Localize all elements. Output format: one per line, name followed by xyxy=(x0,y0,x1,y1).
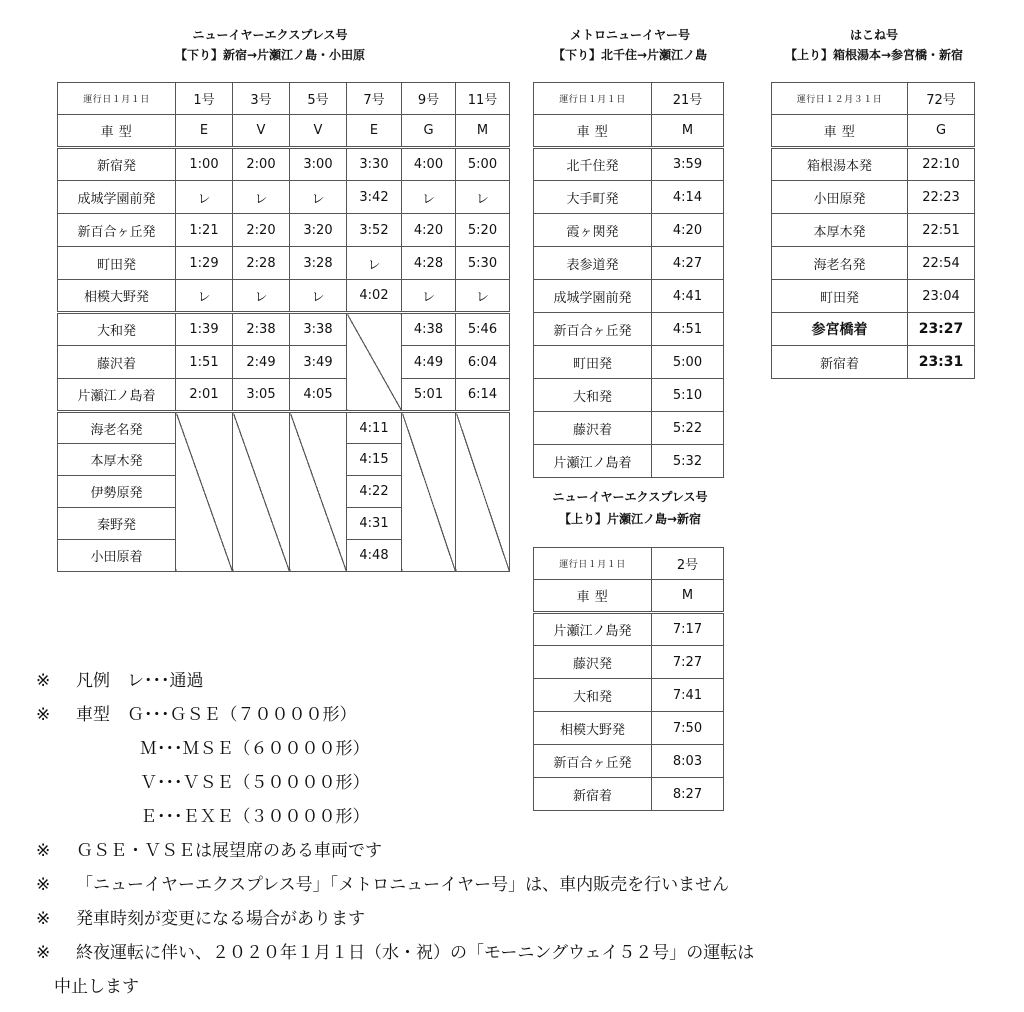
table-row xyxy=(772,280,975,313)
t1-train-number: 1号 xyxy=(176,83,233,115)
t4-timetable xyxy=(771,82,975,379)
time-cell: レ xyxy=(233,181,290,214)
time-cell: 4:22 xyxy=(347,476,402,508)
table-row xyxy=(534,247,724,280)
table-row xyxy=(534,613,724,646)
note-text: 中止します xyxy=(54,977,139,997)
station-name: 大和発 xyxy=(534,379,652,412)
time-cell: 2:20 xyxy=(233,214,290,247)
table-row xyxy=(58,379,510,412)
time-cell: 1:21 xyxy=(176,214,233,247)
note-text: 「ニューイヤーエクスプレス号」「メトロニューイヤー号」は、車内販売を行いません xyxy=(76,875,730,895)
station-name: 大手町発 xyxy=(534,181,652,214)
station-name: 町田発 xyxy=(534,346,652,379)
t1-train-number: 3号 xyxy=(233,83,290,115)
note-text: 発車時刻が変更になる場合があります xyxy=(76,909,365,929)
station-name: 藤沢発 xyxy=(534,646,652,679)
station-name: 新百合ヶ丘発 xyxy=(58,214,176,247)
table-row xyxy=(58,313,510,346)
time-cell: 5:20 xyxy=(456,214,510,247)
station-name: 海老名発 xyxy=(772,247,908,280)
time-cell: 4:20 xyxy=(402,214,456,247)
station-name: 海老名発 xyxy=(58,412,176,444)
time-cell: 5:00 xyxy=(456,148,510,181)
time-cell: 3:20 xyxy=(290,214,347,247)
note-text: Ｅ･･･ＥＸＥ（３００００形） xyxy=(140,807,370,827)
no-service-cell xyxy=(347,313,402,412)
t3-type-row xyxy=(534,580,724,613)
time-cell: 1:39 xyxy=(176,313,233,346)
time-cell: 4:41 xyxy=(652,280,724,313)
time-cell: レ xyxy=(456,181,510,214)
time-cell: 6:14 xyxy=(456,379,510,412)
time-cell: 5:32 xyxy=(652,445,724,478)
table-row xyxy=(534,379,724,412)
time-cell: 4:31 xyxy=(347,508,402,540)
note-text: Ｍ･･･ＭＳＥ（６００００形） xyxy=(140,739,370,759)
time-cell: 6:04 xyxy=(456,346,510,379)
table-row xyxy=(58,247,510,280)
table-row xyxy=(772,313,975,346)
time-cell: レ xyxy=(456,280,510,313)
note-types xyxy=(36,698,754,732)
station-name: 藤沢着 xyxy=(58,346,176,379)
time-cell: レ xyxy=(176,181,233,214)
t4-type: G xyxy=(908,115,975,148)
time-cell: 3:49 xyxy=(290,346,347,379)
time-cell: 23:04 xyxy=(908,280,975,313)
station-name: 小田原発 xyxy=(772,181,908,214)
t1-type: V xyxy=(233,115,290,148)
time-cell: 7:27 xyxy=(652,646,724,679)
t1-train-number: 11号 xyxy=(456,83,510,115)
time-cell: 5:30 xyxy=(456,247,510,280)
station-name: 小田原着 xyxy=(58,540,176,572)
time-cell: 4:11 xyxy=(347,412,402,444)
time-cell: 4:02 xyxy=(347,280,402,313)
t2-type: M xyxy=(652,115,724,148)
t2-type-row xyxy=(534,115,724,148)
time-cell: 4:05 xyxy=(290,379,347,412)
time-cell: 4:27 xyxy=(652,247,724,280)
table-row xyxy=(534,148,724,181)
note-cancellation xyxy=(36,936,754,970)
no-service-cell xyxy=(233,412,290,572)
station-name: 箱根湯本発 xyxy=(772,148,908,181)
t1-type-row xyxy=(58,115,510,148)
time-cell: 4:28 xyxy=(402,247,456,280)
station-name: 新百合ヶ丘発 xyxy=(534,745,652,778)
station-name: 伊勢原発 xyxy=(58,476,176,508)
station-name: 町田発 xyxy=(772,280,908,313)
station-name: 北千住発 xyxy=(534,148,652,181)
time-cell: 3:59 xyxy=(652,148,724,181)
time-cell: 5:10 xyxy=(652,379,724,412)
station-name: 片瀬江ノ島着 xyxy=(58,379,176,412)
table-row xyxy=(534,214,724,247)
station-name: 秦野発 xyxy=(58,508,176,540)
note-text: 車型 Ｇ･･･ＧＳＥ（７００００形） xyxy=(76,705,357,725)
no-service-cell xyxy=(402,412,456,572)
time-cell: 23:31 xyxy=(908,346,975,379)
time-cell: 23:27 xyxy=(908,313,975,346)
t1-type: M xyxy=(456,115,510,148)
time-cell: 2:28 xyxy=(233,247,290,280)
table-row xyxy=(772,181,975,214)
note-mark: ※ xyxy=(36,875,51,895)
station-name: 片瀬江ノ島発 xyxy=(534,613,652,646)
station-name: 本厚木発 xyxy=(58,444,176,476)
time-cell: レ xyxy=(233,280,290,313)
time-cell: レ xyxy=(290,280,347,313)
note-mark: ※ xyxy=(36,705,51,725)
time-cell: 4:20 xyxy=(652,214,724,247)
station-name: 新百合ヶ丘発 xyxy=(534,313,652,346)
time-cell: 4:15 xyxy=(347,444,402,476)
time-cell: 8:03 xyxy=(652,745,724,778)
t3-train-number: 2号 xyxy=(652,548,724,580)
time-cell: 3:30 xyxy=(347,148,402,181)
time-cell: 22:10 xyxy=(908,148,975,181)
t1-title: ニューイヤーエクスプレス号 xyxy=(192,28,348,42)
note-mark: ※ xyxy=(36,671,51,691)
station-name: 片瀬江ノ島着 xyxy=(534,445,652,478)
t3-op-date: 運行日１月１日 xyxy=(534,548,652,580)
time-cell: 22:23 xyxy=(908,181,975,214)
time-cell: 4:00 xyxy=(402,148,456,181)
note-text: 凡例 レ･･･通過 xyxy=(76,671,204,691)
time-cell: 2:01 xyxy=(176,379,233,412)
t1-type: E xyxy=(347,115,402,148)
t3-type: M xyxy=(652,580,724,613)
t4-type-label: 車 型 xyxy=(772,115,908,148)
time-cell: 8:27 xyxy=(652,778,724,811)
time-cell: 4:51 xyxy=(652,313,724,346)
t3-type-label: 車 型 xyxy=(534,580,652,613)
note-legend xyxy=(36,664,754,698)
t2-subtitle: 【下り】北千住→片瀬江ノ島 xyxy=(552,48,708,62)
note-type-e xyxy=(36,800,754,834)
t4-train-number: 72号 xyxy=(908,83,975,115)
station-name: 町田発 xyxy=(58,247,176,280)
station-name: 藤沢着 xyxy=(534,412,652,445)
station-name: 成城学園前発 xyxy=(58,181,176,214)
time-cell: 1:51 xyxy=(176,346,233,379)
time-cell: レ xyxy=(290,181,347,214)
time-cell: 3:38 xyxy=(290,313,347,346)
note-cancellation-cont xyxy=(36,970,754,1004)
t1-type: G xyxy=(402,115,456,148)
t2-timetable xyxy=(533,82,724,478)
t1-train-number: 5号 xyxy=(290,83,347,115)
table-row xyxy=(58,346,510,379)
t3-title: ニューイヤーエクスプレス号 xyxy=(552,490,708,504)
note-mark: ※ xyxy=(36,909,51,929)
time-cell: 3:00 xyxy=(290,148,347,181)
no-service-cell xyxy=(290,412,347,572)
time-cell: 3:05 xyxy=(233,379,290,412)
station-name: 新宿発 xyxy=(58,148,176,181)
station-name: 霞ヶ関発 xyxy=(534,214,652,247)
t1-header-row xyxy=(58,83,510,115)
table-row xyxy=(58,181,510,214)
station-name: 成城学園前発 xyxy=(534,280,652,313)
time-cell: 2:00 xyxy=(233,148,290,181)
t3-subtitle: 【上り】片瀬江ノ島→新宿 xyxy=(558,512,702,526)
t4-subtitle: 【上り】箱根湯本→参宮橋・新宿 xyxy=(784,48,964,62)
station-name: 大和発 xyxy=(534,679,652,712)
time-cell: レ xyxy=(176,280,233,313)
table-row xyxy=(772,148,975,181)
time-cell: 5:46 xyxy=(456,313,510,346)
t4-header-row xyxy=(772,83,975,115)
station-name: 大和発 xyxy=(58,313,176,346)
note-text: Ｖ･･･ＶＳＥ（５００００形） xyxy=(140,773,370,793)
table-row xyxy=(58,412,510,444)
t1-op-date: 運行日１月１日 xyxy=(58,83,176,115)
t4-op-date: 運行日１２月３１日 xyxy=(772,83,908,115)
time-cell: 4:48 xyxy=(347,540,402,572)
time-cell: 3:42 xyxy=(347,181,402,214)
t1-type: V xyxy=(290,115,347,148)
t4-title: はこね号 xyxy=(849,28,898,42)
station-name: 本厚木発 xyxy=(772,214,908,247)
table-row xyxy=(772,214,975,247)
time-cell: レ xyxy=(402,280,456,313)
table-row xyxy=(58,148,510,181)
t3-header-row xyxy=(534,548,724,580)
t1-subtitle: 【下り】新宿→片瀬江ノ島・小田原 xyxy=(174,48,366,62)
table-row xyxy=(58,280,510,313)
table-row xyxy=(534,181,724,214)
time-cell: レ xyxy=(402,181,456,214)
table-row xyxy=(772,247,975,280)
note-mark: ※ xyxy=(36,841,51,861)
notes xyxy=(36,664,754,1004)
note-text: ＧＳＥ・ＶＳＥは展望席のある車両です xyxy=(76,841,382,861)
time-cell: 5:22 xyxy=(652,412,724,445)
time-cell: 1:29 xyxy=(176,247,233,280)
note-mark: ※ xyxy=(36,943,51,963)
t1-train-number: 7号 xyxy=(347,83,402,115)
time-cell: 4:49 xyxy=(402,346,456,379)
t4-type-row xyxy=(772,115,975,148)
station-name: 参宮橋着 xyxy=(772,313,908,346)
t2-op-date: 運行日１月１日 xyxy=(534,83,652,115)
note-observation-seats xyxy=(36,834,754,868)
station-name: 新宿着 xyxy=(772,346,908,379)
note-type-m xyxy=(36,732,754,766)
station-name: 表参道発 xyxy=(534,247,652,280)
time-cell: 5:00 xyxy=(652,346,724,379)
station-name: 相模大野発 xyxy=(534,712,652,745)
station-name: 相模大野発 xyxy=(58,280,176,313)
time-cell: 22:51 xyxy=(908,214,975,247)
t1-timetable xyxy=(57,82,510,572)
t1-train-number: 9号 xyxy=(402,83,456,115)
time-cell: 3:28 xyxy=(290,247,347,280)
note-no-sales xyxy=(36,868,754,902)
table-row xyxy=(534,412,724,445)
time-cell: 7:50 xyxy=(652,712,724,745)
time-cell: 2:38 xyxy=(233,313,290,346)
note-type-v xyxy=(36,766,754,800)
no-service-cell xyxy=(456,412,510,572)
time-cell: 7:17 xyxy=(652,613,724,646)
t2-title: メトロニューイヤー号 xyxy=(569,28,690,42)
time-cell: 2:49 xyxy=(233,346,290,379)
time-cell: 3:52 xyxy=(347,214,402,247)
note-text: 終夜運転に伴い、２０２０年１月１日（水・祝）の「モーニングウェイ５２号」の運転は xyxy=(76,943,755,963)
t1-type: E xyxy=(176,115,233,148)
time-cell: レ xyxy=(347,247,402,280)
table-row xyxy=(58,214,510,247)
t2-type-label: 車 型 xyxy=(534,115,652,148)
table-row xyxy=(534,346,724,379)
t2-header-row xyxy=(534,83,724,115)
table-row xyxy=(534,280,724,313)
time-cell: 4:38 xyxy=(402,313,456,346)
time-cell: 22:54 xyxy=(908,247,975,280)
t2-train-number: 21号 xyxy=(652,83,724,115)
time-cell: 5:01 xyxy=(402,379,456,412)
table-row xyxy=(772,346,975,379)
t1-type-label: 車 型 xyxy=(58,115,176,148)
table-row xyxy=(534,313,724,346)
time-cell: 7:41 xyxy=(652,679,724,712)
station-name: 新宿着 xyxy=(534,778,652,811)
time-cell: 1:00 xyxy=(176,148,233,181)
note-time-change xyxy=(36,902,754,936)
no-service-cell xyxy=(176,412,233,572)
time-cell: 4:14 xyxy=(652,181,724,214)
table-row xyxy=(534,445,724,478)
